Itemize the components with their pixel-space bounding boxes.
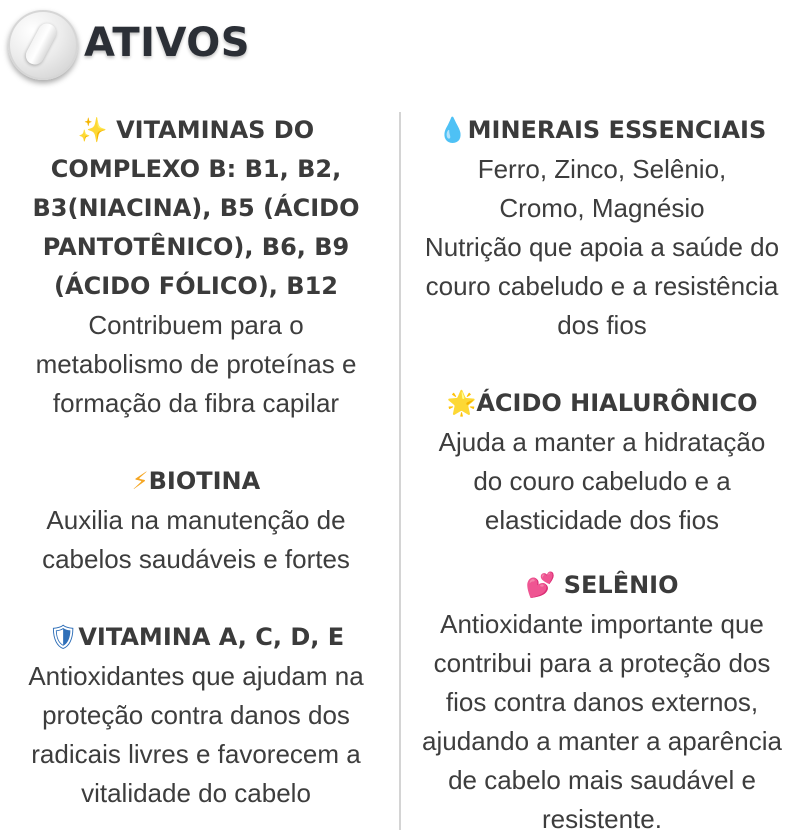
description-line: Antioxidante importante que [440,609,764,639]
heading-line: MINERAIS ESSENCIAIS [467,116,767,144]
description-line: vitalidade do cabelo [81,778,311,808]
two-hearts-icon: 💕 [525,571,556,599]
header [8,10,250,80]
heading-line: ÁCIDO HIALURÔNICO [476,389,758,417]
heading-line: (ÁCIDO FÓLICO), B12 [54,272,338,300]
description-line: de cabelo mais saudável e [448,765,756,795]
description-line: formação da fibra capilar [52,388,340,418]
description-line: Antioxidantes que ajudam na [28,661,364,691]
heading-line: PANTOTÊNICO), B6, B9 [42,233,350,261]
description-line: radicais livres e favorecem a [31,739,361,769]
section-heading [404,384,800,423]
heading-line: VITAMINAS DO [116,116,315,144]
heading-line: B3(NIACINA), B5 (ÁCIDO [32,194,360,222]
description-line: do couro cabeludo e a [473,466,731,496]
pill-icon [8,10,78,80]
section-selenio [404,566,800,839]
heading-line: BIOTINA [148,467,261,495]
description-line: metabolismo de proteínas e [35,349,357,379]
right-column [404,111,800,839]
section-minerais [404,111,800,345]
heading-line: VITAMINA A, C, D, E [78,623,345,651]
section-heading [404,111,800,150]
section-vitamina-acde [6,618,386,813]
lightning-icon: ⚡ [131,467,149,495]
description-line: Nutrição que apoia a saúde do [424,232,780,262]
description-line: couro cabeludo e a resistência [425,271,779,301]
shield-icon: 🛡 [47,623,79,651]
left-column [6,111,386,813]
description-line: resistente. [542,804,662,834]
description-line: ajudando a manter a aparência [422,726,782,756]
description-line: Ferro, Zinco, Selênio, [477,154,727,184]
description-line: proteção contra danos dos [42,700,350,730]
heading-line: COMPLEXO B: B1, B2, [50,155,342,183]
page-title: ATIVOS [84,20,251,66]
droplet-icon: 💧 [437,116,468,144]
capsule-shape [23,20,60,67]
section-biotina [6,462,386,579]
section-acido-hialuronico [404,384,800,540]
section-heading [6,618,386,657]
section-heading [404,566,800,605]
description-line: cabelos saudáveis e fortes [42,544,350,574]
section-heading [6,111,386,150]
column-divider [399,112,401,830]
description-line: fios contra danos externos, [445,687,759,717]
section-heading [6,462,386,501]
heading-line: SELÊNIO [563,571,679,599]
description-line: Contribuem para o [88,310,304,340]
description-line: dos fios [557,310,647,340]
description-line: Cromo, Magnésio [499,193,705,223]
glowing-star-icon: 🌟 [446,389,477,417]
description-line: elasticidade dos fios [484,505,720,535]
description-line: Ajuda a manter a hidratação [438,427,766,457]
description-line: contribui para a proteção dos [433,648,771,678]
description-line: Auxilia na manutenção de [46,505,346,535]
section-vitaminas-complexo-b [6,111,386,423]
sparkles-icon: ✨ [77,116,108,144]
